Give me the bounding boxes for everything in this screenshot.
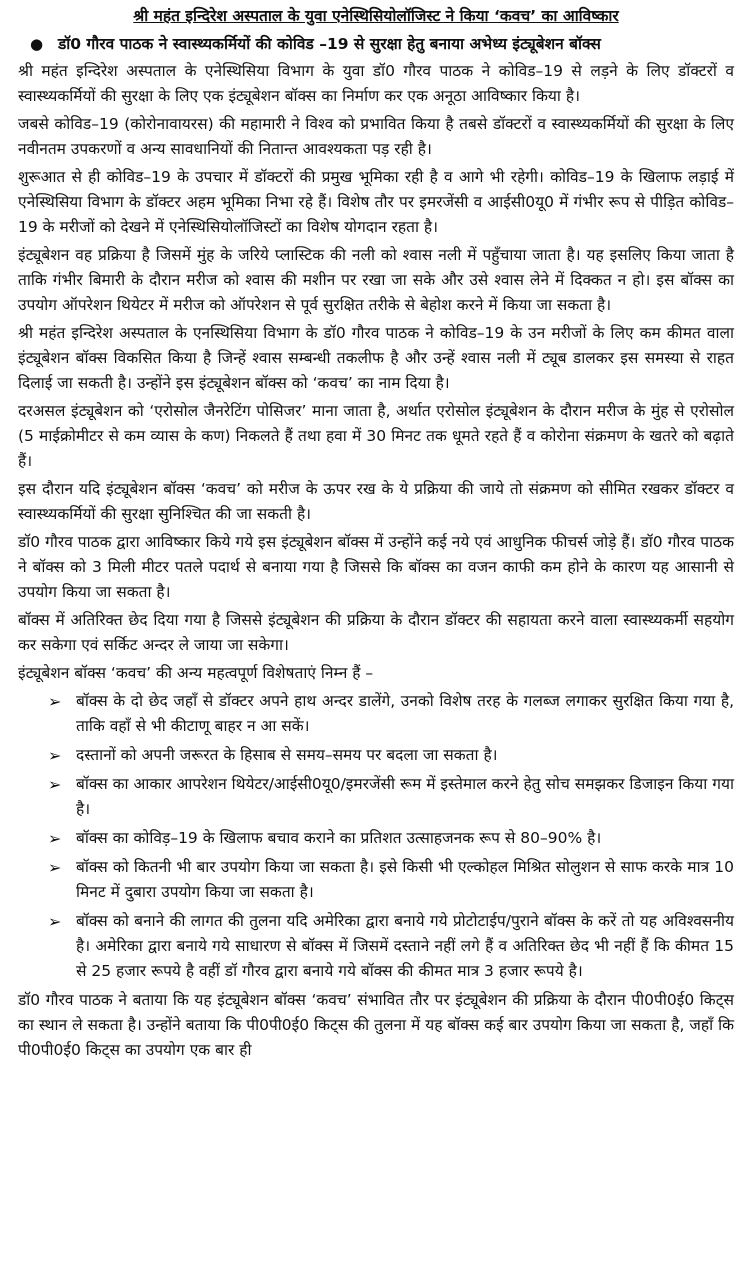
arrow-bullet-icon: ➢ bbox=[48, 912, 62, 931]
feature-text: बॉक्स को कितनी भी बार उपयोग किया जा सकता है। इसे किसी भी एल्कोहल मिश्रित सोलुशन से साफ करके मात्र 10 मिनट में दुबारा उपयोग किया जा सकता है। bbox=[76, 858, 734, 901]
arrow-bullet-icon: ➢ bbox=[48, 829, 62, 848]
arrow-bullet-icon: ➢ bbox=[48, 692, 62, 711]
body-paragraph: इंट्यूबेशन वह प्रक्रिया है जिसमें मुंह के जरिये प्लास्टिक की नली को श्वास नली में पहुँचाया जाता है। यह इसलिए किया जाता है ताकि गंभीर बिमारी के दौरान मरीज को श्वास की मशीन पर रखा जा सके और उसे श्वास लेने में दिक्कत न हो। इस बॉक्स का उपयोग ऑपरेशन थियेटर में मरीज को ऑपरेशन से पूर्व सुरक्षित तरीके से बेहोश करने में किया जा सकता है। bbox=[18, 246, 734, 314]
feature-item bbox=[18, 826, 734, 851]
feature-item bbox=[18, 909, 734, 984]
arrow-bullet-icon: ➢ bbox=[48, 775, 62, 794]
arrow-bullet-icon: ➢ bbox=[48, 858, 62, 877]
body-paragraph: श्री महंत इन्दिरेश अस्पताल के एनस्थिसिया विभाग के डॉ0 गौरव पाठक ने कोविड–19 के उन मरीजों के लिए कम कीमत वाला इंट्यूबेशन बॉक्स विकसित किया है जिन्हें श्वास सम्बन्धी तकलीफ है और उन्हें श्वास नली में ट्यूब डालकर इस समस्या से राहत दिलाई जा सकती है। उन्होंने इस इंट्यूबेशन बॉक्स को ‘कवच’ का नाम दिया है। bbox=[18, 324, 734, 392]
body-paragraph: शुरूआत से ही कोविड–19 के उपचार में डॉक्टरों की प्रमुख भूमिका रही है व आगे भी रहेगी। कोविड–19 के खिलाफ लड़ाई में एनेस्थिसिया विभाग के डॉक्टर अहम भूमिका निभा रहे हैं। विशेष तौर पर इमरजेंसी व आईसी0यू0 में गंभीर रूप से पीड़ित कोविड–19 के मरीजों को देखने में एनेस्थिसियोलॉजिस्टों का विशेष योगदान रहता है। bbox=[18, 168, 734, 236]
document-title: श्री महंत इन्दिरेश अस्पताल के युवा एनेस्थिसियोलॉजिस्ट ने किया ‘कवच’ का आविष्कार bbox=[133, 7, 619, 25]
arrow-bullet-icon: ➢ bbox=[48, 746, 62, 765]
feature-item bbox=[18, 689, 734, 739]
feature-text: बॉक्स को बनाने की लागत की तुलना यदि अमेरिका द्वारा बनाये गये प्रोटोटाईप/पुराने बॉक्स के करें तो यह अविश्वसनीय है। अमेरिका द्वारा बनाये गये साधारण से बॉक्स में जिसमें दस्ताने नहीं लगे हैं व अतिरिक्त छेद भी नहीं हैं कि कीमत 15 से 25 हजार रूपये है वहीं डॉ गौरव द्वारा बनाये गये बॉक्स की कीमत मात्र 3 हजार रूपये है। bbox=[76, 912, 734, 980]
feature-item bbox=[18, 743, 734, 768]
feature-text: बॉक्स का आकार आपरेशन थियेटर/आईसी0यू0/इमरजेंसी रूम में इस्तेमाल करने हेतु सोच समझकर डिजाइन किया गया है। bbox=[76, 775, 734, 818]
body-paragraph: श्री महंत इन्दिरेश अस्पताल के एनेस्थिसिया विभाग के युवा डॉ0 गौरव पाठक ने कोविड–19 से लड़ने के लिए डॉक्टरों व स्वास्थ्यकर्मियों की सुरक्षा के लिए एक इंट्यूबेशन बॉक्स का निर्माण कर एक अनूठा आविष्कार किया है। bbox=[18, 62, 734, 105]
closing-paragraph: डॉ0 गौरव पाठक ने बताया कि यह इंट्यूबेशन बॉक्स ‘कवच’ संभावित तौर पर इंट्यूबेशन की प्रक्रिया के दौरान पी0पी0ई0 किट्स का स्थान ले सकता है। उन्होंने बताया कि पी0पी0ई0 किट्स की तुलना में यह बॉक्स कई बार उपयोग किया जा सकता है, जहाँ कि पी0पी0ई0 किट्स का उपयोग एक बार ही bbox=[18, 991, 734, 1059]
subheading-text: डॉ0 गौरव पाठक ने स्वास्थ्यकर्मियों की कोविड –19 से सुरक्षा हेतु बनाया अभेध्य इंट्यूबेशन बॉक्स bbox=[58, 35, 601, 53]
body-paragraph: जबसे कोविड–19 (कोरोनावायरस) की महामारी ने विश्व को प्रभावित किया है तबसे डॉक्टरों व स्वास्थ्यकर्मियों की सुरक्षा के लिए नवीनतम उपकरणों व अन्य सावधानियों की नितान्त आवश्यकता पड़ रही है। bbox=[18, 115, 734, 158]
body-paragraph: दरअसल इंट्यूबेशन को ‘एरोसोल जैनरेटिंग पोसिजर’ माना जाता है, अर्थात एरोसोल इंट्यूबेशन के दौरान मरीज के मुंह से एरोसोल (5 माईक्रोमीटर से कम व्यास के कण) निकलते हैं तथा हवा में 30 मिनट तक धूमते रहते हैं व कोरोना संक्रमण के खतरे को बढ़ाते हैं। bbox=[18, 402, 734, 470]
feature-text: दस्तानों को अपनी जरूरत के हिसाब से समय–समय पर बदला जा सकता है। bbox=[76, 746, 498, 764]
feature-item bbox=[18, 772, 734, 822]
body-paragraph: इस दौरान यदि इंट्यूबेशन बॉक्स ‘कवच’ को मरीज के ऊपर रख के ये प्रक्रिया की जाये तो संक्रमण को सीमित रखकर डॉक्टर व स्वास्थ्यकर्मियों की सुरक्षा सुनिश्चित की जा सकती है। bbox=[18, 480, 734, 523]
feature-item bbox=[18, 855, 734, 905]
bullet-icon: ● bbox=[30, 35, 44, 53]
features-intro: इंट्यूबेशन बॉक्स ‘कवच’ की अन्य महत्वपूर्ण विशेषताएं निम्न हैं – bbox=[18, 664, 374, 682]
body-paragraph: बॉक्स में अतिरिक्त छेद दिया गया है जिससे इंट्यूबेशन की प्रक्रिया के दौरान डॉक्टर की सहायता करने वाला स्वास्थ्यकर्मी सहयोग कर सकेगा एवं सर्किट अन्दर ले जाया जा सकेगा। bbox=[18, 611, 734, 654]
feature-text: बॉक्स का कोविड़–19 के खिलाफ बचाव कराने का प्रतिशत उत्साहजनक रूप से 80–90% है। bbox=[76, 829, 602, 847]
body-paragraph: डॉ0 गौरव पाठक द्वारा आविष्कार किये गये इस इंट्यूबेशन बॉक्स में उन्होंने कई नये एवं आधुनिक फीचर्स जोड़े हैं। डॉ0 गौरव पाठक ने बॉक्स को 3 मिली मीटर पतले पदार्थ से बनाया गया है जिससे कि बॉक्स का वजन काफी कम होने के कारण यह आसानी से उपयोग किया जा सकता है। bbox=[18, 533, 734, 601]
feature-text: बॉक्स के दो छेद जहाँ से डॉक्टर अपने हाथ अन्दर डालेंगे, उनको विशेष तरह के गलब्ज लगाकर सुरक्षित किया गया है, ताकि वहाँ से भी कीटाणू बाहर न आ सकें। bbox=[76, 692, 734, 735]
features-list bbox=[18, 689, 734, 984]
subheading-block bbox=[18, 32, 734, 56]
press-release-document bbox=[18, 4, 734, 1066]
